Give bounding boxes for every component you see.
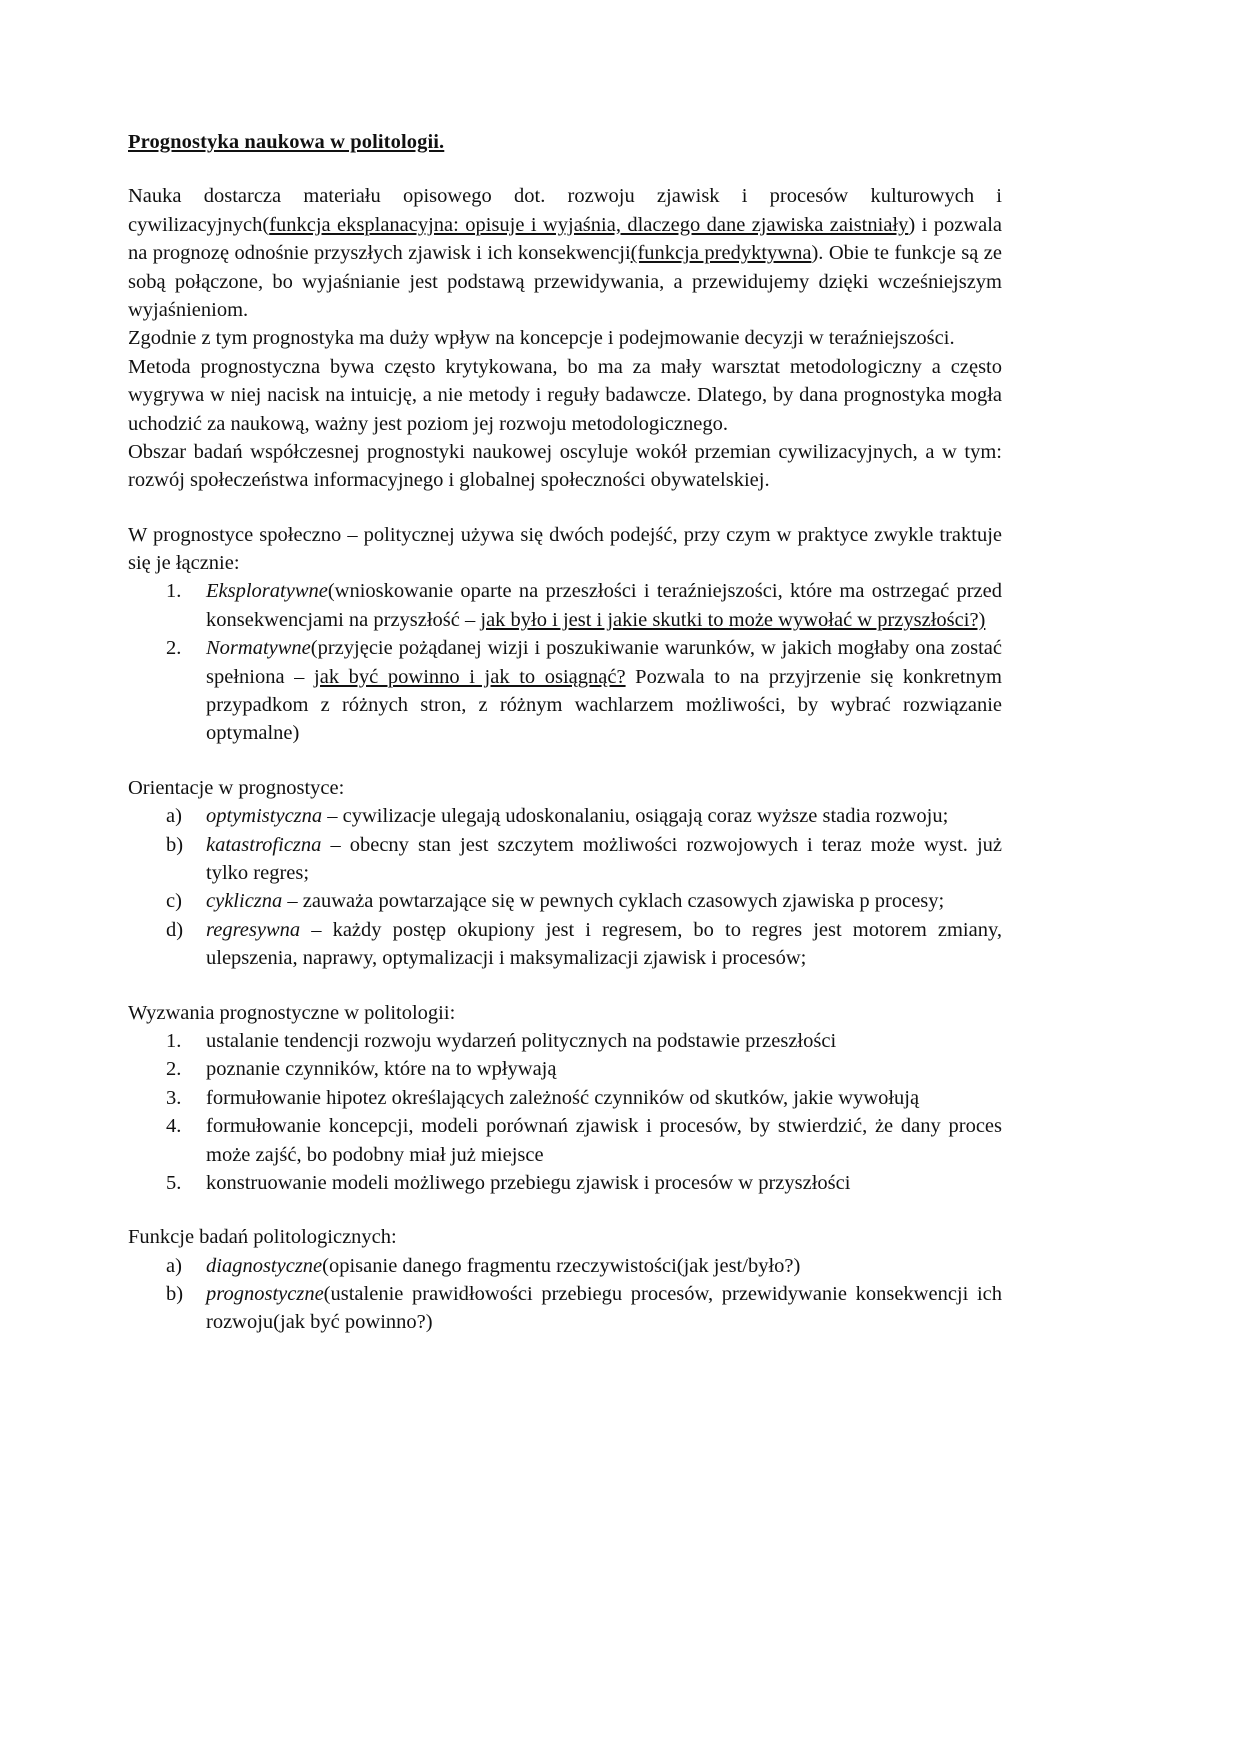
list-item: [128, 887, 1002, 915]
list-item-text: (opisanie danego fragmentu rzeczywistości(jak jest/było?): [322, 1254, 801, 1277]
paragraph-research-area: Obszar badań współczesnej prognostyki naukowej oscyluje wokół przemian cywilizacyjnych, a w tym: rozwój społeczeństwa informacyjnego i globalnej społeczności obywatelskiej.: [128, 440, 1002, 492]
list-marker: 2.: [166, 637, 182, 660]
functions-lead: Funkcje badań politologicznych:: [128, 1226, 397, 1249]
list-item-term: regresywna: [206, 918, 301, 941]
list-item: [128, 831, 1002, 888]
list-item: [128, 1252, 1002, 1280]
list-item-text: ustalanie tendencji rozwoju wydarzeń politycznych na podstawie przeszłości: [206, 1029, 837, 1052]
list-marker: c): [166, 890, 182, 913]
paragraph-decisions: Zgodnie z tym prognostyka ma duży wpływ na koncepcje i podejmowanie decyzji w teraźniejszości.: [128, 327, 955, 350]
list-marker: d): [166, 918, 184, 941]
paragraph-criticism: Metoda prognostyczna bywa często krytykowana, bo ma za mały warsztat metodologiczny a często wygrywa w niej nacisk na intuicję, a nie metody i reguły badawcze. Dlatego, by dana prognostyka mogła uchodzić za naukową, ważny jest poziom jej rozwoju metodologicznego.: [128, 355, 1002, 435]
orientations-list: [128, 802, 1002, 972]
list-item-term: cykliczna: [206, 890, 283, 913]
list-item-text-a: (przyjęcie pożądanej wizji i poszukiwanie warunków, w jakich mogłaby ona zostać spełniona –: [206, 637, 1002, 688]
list-item-text: – każdy postęp okupiony jest i regresem, bo to regres jest motorem zmiany, ulepszenia, naprawy, optymalizacji i maksymalizacji zjawisk i procesów;: [206, 918, 1002, 970]
spacer: [128, 495, 1002, 521]
list-item: [128, 916, 1002, 973]
paragraph-intro-underline2: (funkcja predyktywna: [630, 242, 812, 265]
list-item: [128, 1027, 1002, 1055]
approaches-lead: W prognostyce społeczno – politycznej używa się dwóch podejść, przy czym w praktyce zwykle traktuje się je łącznie:: [128, 523, 1002, 575]
list-item-underlined: jak było i jest i jakie skutki to może wywołać w przyszłości?): [480, 608, 986, 631]
document-body: [128, 128, 1002, 1337]
list-item: [128, 1084, 1002, 1112]
list-marker: 2.: [166, 1058, 182, 1081]
list-item: [128, 1112, 1002, 1169]
orientations-lead: Orientacje w prognostyce:: [128, 776, 345, 799]
list-item-text-a: (wnioskowanie oparte na przeszłości i teraźniejszości, które ma ostrzegać przed konsekwencjami na przyszłość –: [206, 580, 1002, 631]
paragraph-intro: [128, 182, 1002, 324]
list-marker: 1.: [166, 580, 182, 603]
challenges-lead: Wyzwania prognostyczne w politologii:: [128, 1001, 456, 1024]
paragraph-intro-underline1: funkcja eksplanacyjna: opisuje i wyjaśnia, dlaczego dane zjawiska zaistniały: [269, 213, 909, 236]
spacer: [128, 973, 1002, 999]
list-item: [128, 577, 1002, 634]
list-item-term: katastroficzna: [206, 833, 322, 856]
list-item: [128, 802, 1002, 830]
spacer: [128, 748, 1002, 774]
list-marker: 1.: [166, 1029, 182, 1052]
list-item-term: diagnostyczne: [206, 1254, 323, 1277]
spacer: [128, 1197, 1002, 1223]
list-item-term: prognostyczne: [206, 1283, 324, 1306]
list-item-term: Normatywne: [206, 637, 311, 660]
list-item-text: – cywilizacje ulegają udoskonalaniu, osiągają coraz wyższe stadia rozwoju;: [322, 805, 949, 828]
list-item: [128, 1055, 1002, 1083]
list-marker: 5.: [166, 1171, 182, 1194]
paragraph-intro-part1: Nauka dostarcza materiału opisowego dot. rozwoju zjawisk i procesów kulturowych i cywilizacyjnych(: [128, 185, 1002, 236]
list-marker: a): [166, 1254, 182, 1277]
list-marker: 4.: [166, 1115, 182, 1138]
list-item-text: (ustalenie prawidłowości przebiegu procesów, przewidywanie konsekwencji ich rozwoju(jak być powinno?): [206, 1283, 1002, 1334]
paragraph-intro-part2: ) i pozwala na prognozę odnośnie przyszłych zjawisk i ich konsekwencji: [128, 213, 1002, 265]
list-item-text-b: Pozwala to na przyjrzenie się konkretnym przypadkom z różnych stron, z różnym wachlarzem możliwości, by wybrać rozwiązanie optymalne): [206, 665, 1002, 745]
list-item-underlined: jak być powinno i jak to osiągnąć?: [314, 665, 626, 688]
list-item-text: poznanie czynników, które na to wpływają: [206, 1058, 557, 1081]
list-item-term: optymistyczna: [206, 805, 323, 828]
list-marker: b): [166, 833, 184, 856]
list-item-text: formułowanie hipotez określających zależność czynników od skutków, jakie wywołują: [206, 1086, 920, 1109]
list-item-text: – zauważa powtarzające się w pewnych cyklach czasowych zjawiska p procesy;: [282, 890, 945, 913]
list-item-text: – obecny stan jest szczytem możliwości rozwojowych i teraz może wyst. już tylko regres;: [206, 833, 1002, 884]
list-item-text: konstruowanie modeli możliwego przebiegu zjawisk i procesów w przyszłości: [206, 1171, 851, 1194]
list-item: [128, 1280, 1002, 1337]
list-marker: 3.: [166, 1086, 182, 1109]
list-marker: a): [166, 805, 182, 828]
list-item: [128, 634, 1002, 748]
page-title: Prognostyka naukowa w politologii.: [128, 131, 445, 153]
list-item-term: Eksploratywne: [206, 580, 328, 603]
list-item-text: formułowanie koncepcji, modeli porównań zjawisk i procesów, by stwierdzić, że dany proces może zajść, bo podobny miał już miejsce: [206, 1115, 1002, 1166]
list-item: [128, 1169, 1002, 1197]
list-marker: b): [166, 1283, 184, 1306]
paragraph-intro-part3: ). Obie te funkcje są ze sobą połączone, bo wyjaśnianie jest podstawą przewidywania, a przewidujemy dzięki wcześniejszym wyjaśnieniom.: [128, 242, 1003, 321]
challenges-list: [128, 1027, 1002, 1197]
functions-list: [128, 1252, 1002, 1337]
approaches-list: [128, 577, 1002, 747]
